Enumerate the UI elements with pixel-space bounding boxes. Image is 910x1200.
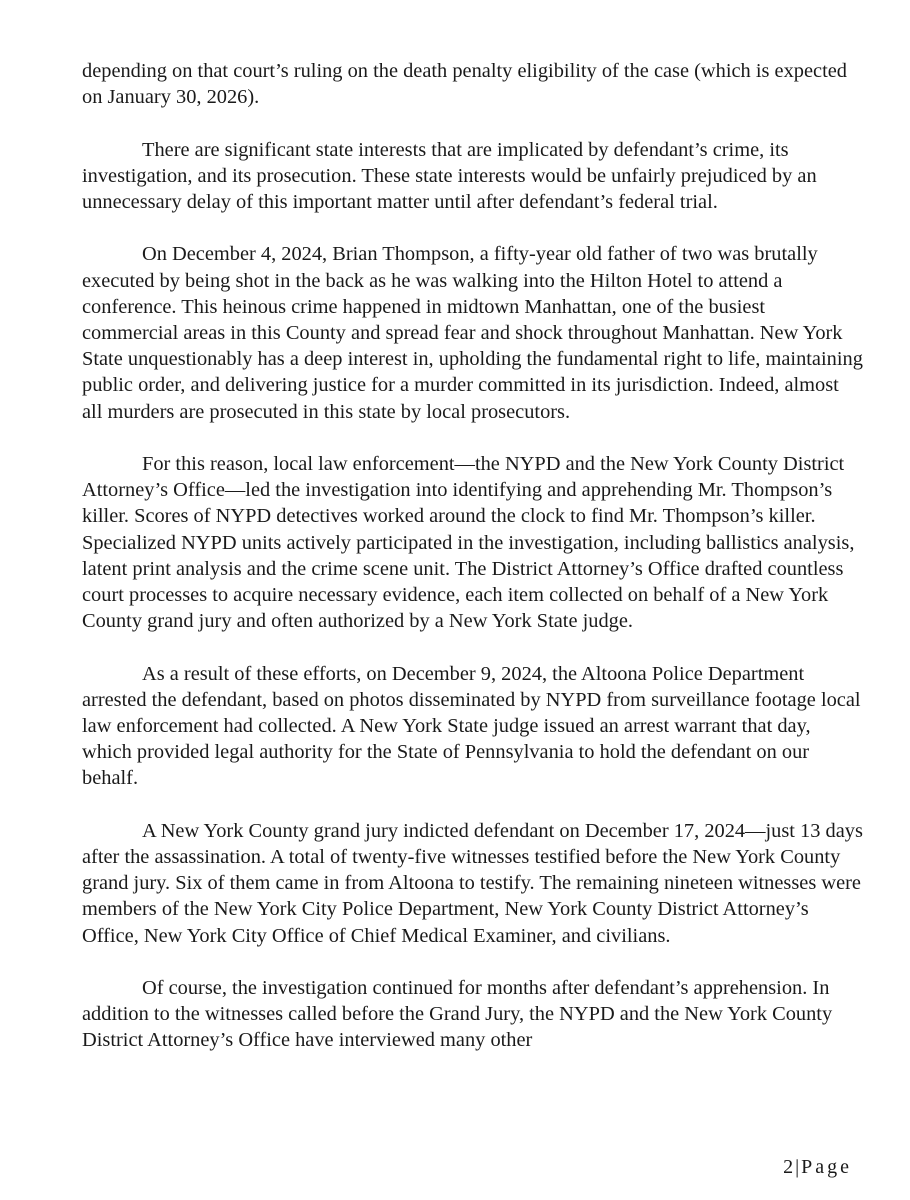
page-number: 2: [783, 1156, 794, 1178]
page-label: Page: [801, 1156, 852, 1178]
page-separator: |: [795, 1156, 800, 1178]
paragraph-state-interests: There are significant state interests that are implicated by defendant’s crime, its investigation, and its prosecution. These state interests would be unfairly prejudiced by an unnecessary delay of this important matter until after defendant’s federal trial.: [82, 138, 817, 213]
paragraph-december-4: On December 4, 2024, Brian Thompson, a fifty-year old father of two was brutally executed by being shot in the back as he was walking into the Hilton Hotel to attend a conference. This heinous crime happened in midtown Manhattan, one of the busiest commercial areas in this County and spread fear and shock throughout Manhattan. New York State unquestionably has a deep interest in, upholding the fundamental right to life, maintaining public order, and delivering justice for a murder committed in its jurisdiction. Indeed, almost all murders are prosecuted in this state by local prosecutors.: [82, 243, 863, 423]
paragraph-grand-jury: A New York County grand jury indicted defendant on December 17, 2024—just 13 days after the assassination. A total of twenty-five witnesses testified before the New York County grand jury. Six of them came in from Altoona to testify. The remaining nineteen witnesses were members of the New York City Police Department, New York County District Attorney’s Office, New York City Office of Chief Medical Examiner, and civilians.: [82, 819, 863, 947]
page-footer: [783, 1155, 852, 1179]
paragraph-investigation-continued: Of course, the investigation continued for months after defendant’s apprehension. In addition to the witnesses called before the Grand Jury, the NYPD and the New York County District Attorney’s Office have interviewed many other: [82, 977, 833, 1052]
paragraph-arrest: As a result of these efforts, on December 9, 2024, the Altoona Police Department arrested the defendant, based on photos disseminated by NYPD from surveillance footage local law enforcement had collected. A New York State judge issued an arrest warrant that day, which provided legal authority for the State of Pennsylvania to hold the defendant on our behalf.: [82, 662, 861, 790]
paragraph-local-law-enforcement: For this reason, local law enforcement—the NYPD and the New York County District Attorney’s Office—led the investigation into identifying and apprehending Mr. Thompson’s killer. Scores of NYPD detectives worked around the clock to find Mr. Thompson’s killer. Specialized NYPD units actively participated in the investigation, including ballistics analysis, latent print analysis and the crime scene unit. The District Attorney’s Office drafted countless court processes to acquire necessary evidence, each item collected on behalf of a New York County grand jury and often authorized by a New York State judge.: [82, 453, 855, 633]
paragraph-continued: depending on that court’s ruling on the death penalty eligibility of the case (which is expected on January 30, 2026).: [82, 60, 847, 109]
document-body: [82, 58, 864, 1080]
